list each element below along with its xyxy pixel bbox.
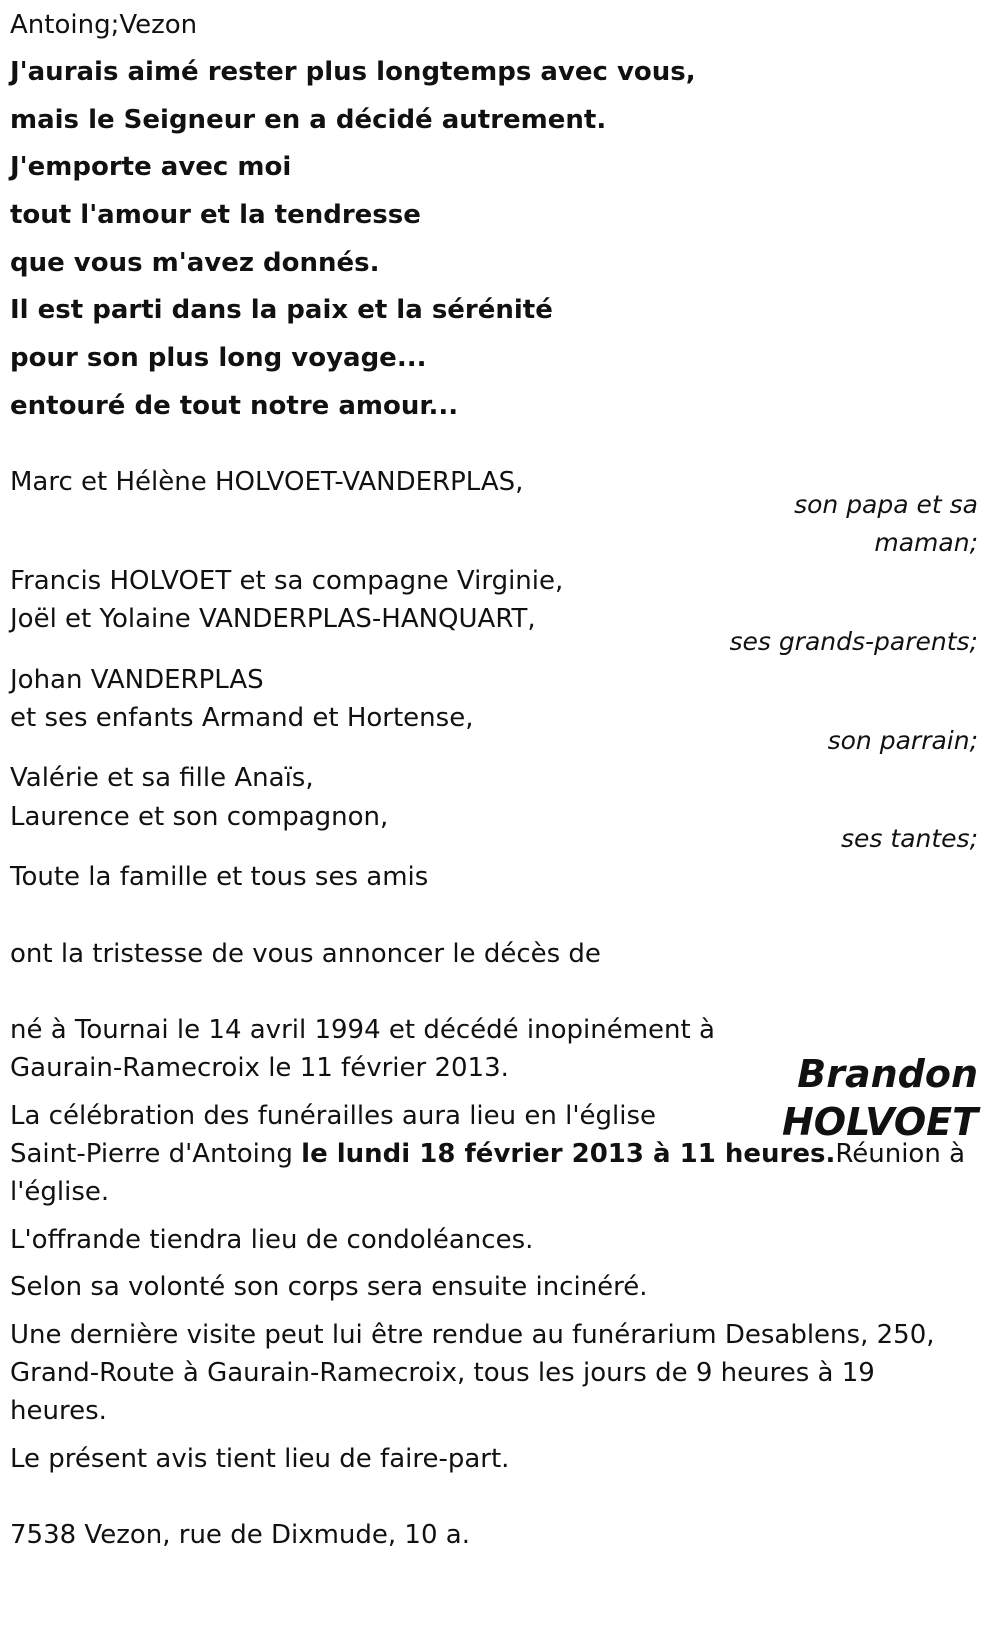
grandparents-names-1: Francis HOLVOET et sa compagne Virginie, <box>10 566 564 596</box>
deceased-name <box>678 1050 978 1146</box>
birth-death-line1: né à Tournai le 14 avril 1994 et décédé inopinément à <box>10 1015 715 1045</box>
visit-line2: Grand-Route à Gaurain-Ramecroix, tous les jours de 9 heures à 19 <box>10 1358 875 1388</box>
poem-line: pour son plus long voyage... <box>10 343 427 373</box>
parents-role-line1: son papa et sa <box>794 490 978 519</box>
aunts-names-1: Valérie et sa fille Anaïs, <box>10 763 314 793</box>
funeral-date: le lundi 18 février 2013 à 11 heures. <box>301 1139 836 1169</box>
aunts-names-2: Laurence et son compagnon, <box>10 802 389 832</box>
deceased-last-name: HOLVOET <box>781 1100 978 1144</box>
godfather-names-1: Johan VANDERPLAS <box>10 665 264 695</box>
cremation-text: Selon sa volonté son corps sera ensuite incinéré. <box>10 1272 648 1302</box>
visit-line3: heures. <box>10 1396 107 1426</box>
funeral-line2 <box>10 1134 965 1174</box>
notice-text: Le présent avis tient lieu de faire-part. <box>10 1444 510 1474</box>
poem-line: que vous m'avez donnés. <box>10 248 380 278</box>
location-header: Antoing;Vezon <box>10 10 198 40</box>
address-text: 7538 Vezon, rue de Dixmude, 10 a. <box>10 1520 470 1550</box>
poem-line: entouré de tout notre amour... <box>10 391 459 421</box>
parents-role-line2: maman; <box>874 528 978 557</box>
godfather-names-2: et ses enfants Armand et Hortense, <box>10 703 474 733</box>
godfather-role: son parrain; <box>827 726 978 755</box>
poem-line: J'aurais aimé rester plus longtemps avec vous, <box>10 57 696 87</box>
poem-line: J'emporte avec moi <box>10 152 292 182</box>
grandparents-names-2: Joël et Yolaine VANDERPLAS-HANQUART, <box>10 604 536 634</box>
announcement-text: ont la tristesse de vous annoncer le décès de <box>10 939 601 969</box>
funeral-gathering: Réunion à <box>835 1139 966 1169</box>
poem-line: tout l'amour et la tendresse <box>10 200 421 230</box>
funeral-line3: l'église. <box>10 1177 110 1207</box>
grandparents-role: ses grands-parents; <box>729 627 978 656</box>
visit-line1: Une dernière visite peut lui être rendue au funérarium Desablens, 250, <box>10 1320 935 1350</box>
birth-death-line2: Gaurain-Ramecroix le 11 février 2013. <box>10 1053 509 1083</box>
poem-line: mais le Seigneur en a décidé autrement. <box>10 105 607 135</box>
funeral-line1: La célébration des funérailles aura lieu en l'église <box>10 1101 656 1131</box>
family-and-friends: Toute la famille et tous ses amis <box>10 862 429 892</box>
deceased-first-name: Brandon <box>797 1052 978 1096</box>
aunts-role: ses tantes; <box>841 824 978 853</box>
offering-text: L'offrande tiendra lieu de condoléances. <box>10 1225 534 1255</box>
funeral-church: Saint-Pierre d'Antoing <box>10 1139 302 1169</box>
parents-names: Marc et Hélène HOLVOET-VANDERPLAS, <box>10 467 524 497</box>
poem-line: Il est parti dans la paix et la sérénité <box>10 295 553 325</box>
